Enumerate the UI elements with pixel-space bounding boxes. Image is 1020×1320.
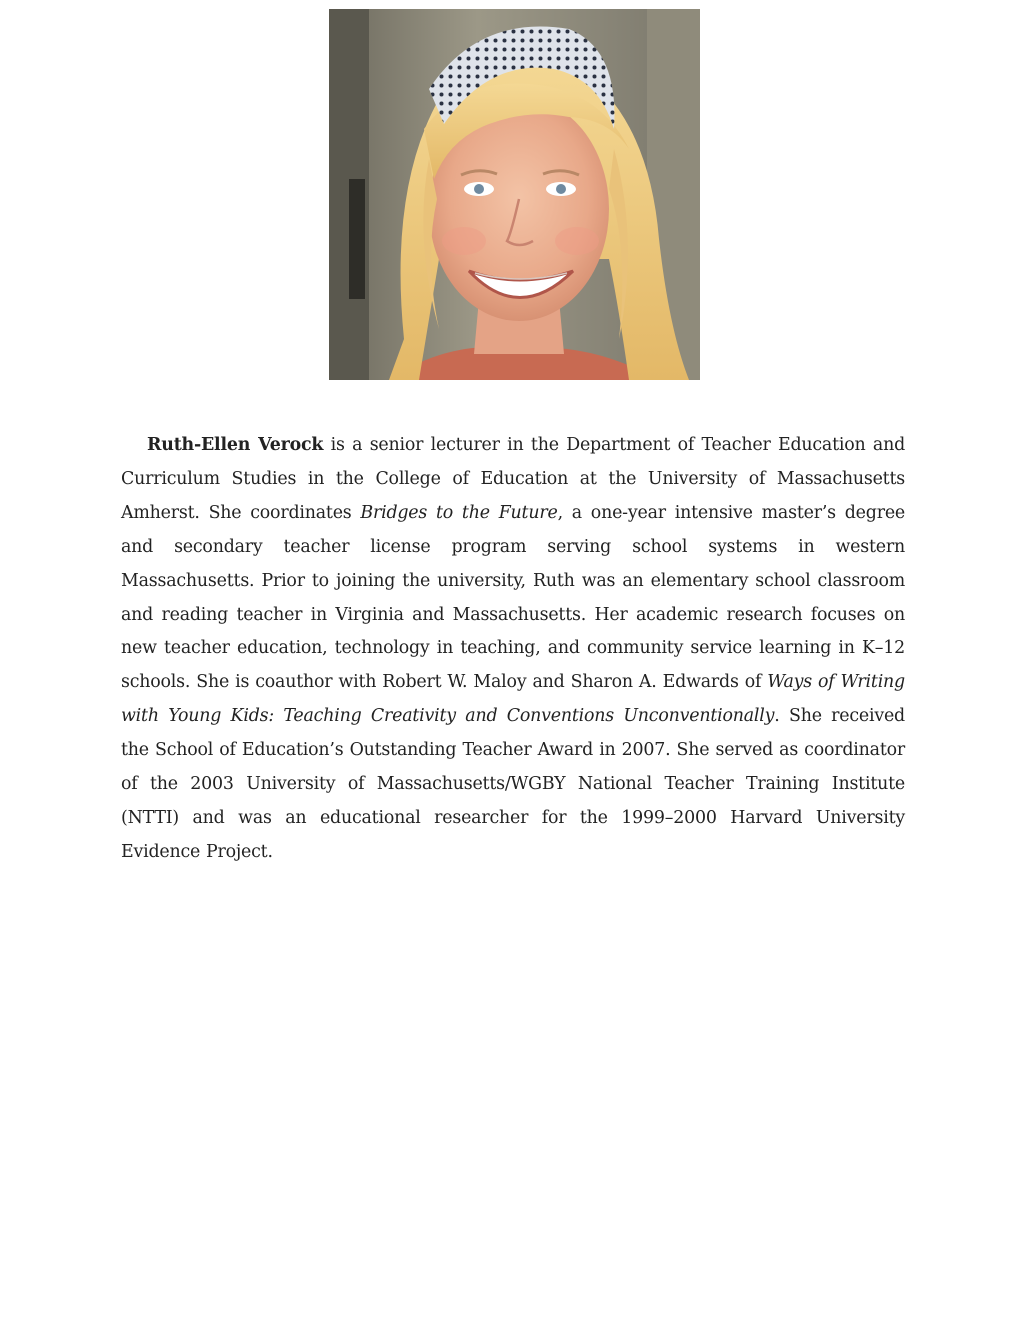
book-title: Ways of Writing with Young Kids: Teaching Creativity and Conventions Unconventionally [121, 672, 905, 727]
bio-text-2: , a one-year intensive master’s degree and secondary teacher license program serving school systems in western Massachusetts. Prior to joining the university, Ruth was an elementary school classroom and reading teacher in Virginia and Massachusetts. Her academic research focuses on new teacher education, technology in teaching, and community service learning in K–12 schools. She is coauthor with Robert W. Maloy and Sharon A. Edwards of [121, 502, 905, 693]
bio-text-1: is a senior lecturer in the Department of Teacher Education and Curriculum Studies in the College of Education at the University of Massachusetts Amherst. She coordinates [121, 435, 906, 523]
bio-text-3: . She received the School of Education’s Outstanding Teacher Award in 2007. She served as coordinator of the 2003 University of Massachusetts/WGBY National Teacher Training Institute (NTTI) and was an educational researcher for the 1999–2000 Harvard University Evidence Project. [121, 706, 905, 862]
author-name: Ruth-Ellen Verock [147, 435, 324, 455]
program-title: Bridges to the Future [360, 502, 558, 523]
author-photo [329, 9, 700, 380]
author-photo-image [329, 9, 700, 380]
author-bio [121, 429, 905, 870]
